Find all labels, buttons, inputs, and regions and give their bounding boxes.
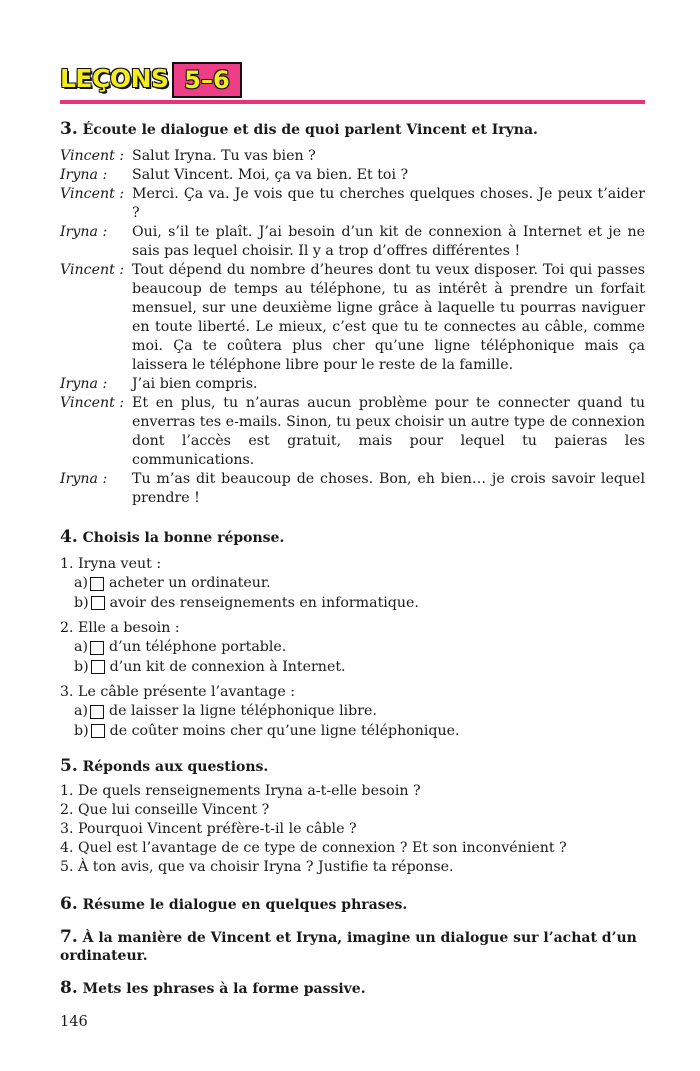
option-text: de coûter moins cher qu’une ligne téléphonique. [109, 722, 460, 739]
exercise-instruction: Réponds aux questions. [82, 759, 269, 775]
checkbox[interactable] [90, 577, 104, 591]
list-item: 3. Pourquoi Vincent préfère-t-il le câble ? [60, 821, 357, 837]
option-text: acheter un ordinateur. [109, 575, 271, 591]
speaker: Iryna : [60, 167, 108, 183]
exercise-number: 4. [60, 527, 78, 547]
answer-option[interactable] [60, 702, 645, 722]
list-item: 2. Que lui conseille Vincent ? [60, 802, 270, 818]
list-item: 4. Quel est l’avantage de ce type de connexion ? Et son inconvénient ? [60, 840, 567, 856]
exercise-instruction: À la manière de Vincent et Iryna, imagine un dialogue sur l’achat d’un ordinateur. [60, 930, 637, 964]
textbook-page [60, 62, 645, 1030]
exercise-3-title [60, 120, 645, 139]
lesson-range-badge: 5–6 [172, 62, 242, 98]
list-item: 1. De quels renseignements Iryna a-t-elle besoin ? [60, 783, 421, 799]
checkbox[interactable] [91, 724, 105, 738]
speaker: Iryna : [60, 376, 108, 392]
speaker: Vincent : [60, 148, 125, 164]
answer-option[interactable] [60, 638, 645, 658]
answer-option[interactable] [60, 594, 645, 614]
answer-option[interactable] [60, 658, 645, 678]
exercise-7 [60, 928, 645, 965]
option-text: de laisser la ligne téléphonique libre. [109, 703, 377, 719]
exercise-instruction: Choisis la bonne réponse. [82, 530, 285, 546]
checkbox[interactable] [90, 705, 104, 719]
exercise-7-title [60, 928, 645, 965]
dialogue-line: Et en plus, tu n’auras aucun problème pour te connecter quand tu enverras tes e-mails. Sinon, tu peux choisir un autre type de connexion dont l’accès est gratuit, mais pour lequel tu paieras les communications. [132, 395, 645, 468]
exercise-8-title [60, 979, 645, 998]
option-letter: a) [74, 703, 88, 719]
speaker: Vincent : [60, 186, 125, 202]
exercise-3 [60, 120, 645, 508]
answer-option[interactable] [60, 574, 645, 594]
question-stem: 1. Iryna veut : [60, 556, 162, 572]
exercise-number: 8. [60, 978, 78, 998]
option-text: d’un kit de connexion à Internet. [109, 658, 346, 675]
checkbox[interactable] [91, 660, 105, 674]
list-item: 5. À ton avis, que va choisir Iryna ? Justifie ta réponse. [60, 859, 454, 875]
exercise-number: 5. [60, 756, 78, 776]
exercise-instruction: Mets les phrases à la forme passive. [82, 981, 366, 997]
dialogue-line: Salut Vincent. Moi, ça va bien. Et toi ? [132, 167, 409, 183]
dialogue [60, 147, 645, 508]
exercise-instruction: Résume le dialogue en quelques phrases. [82, 897, 408, 913]
option-text: d’un téléphone portable. [109, 639, 287, 655]
quiz-question [60, 619, 645, 677]
dialogue-turn [60, 166, 645, 185]
exercise-6-title [60, 895, 645, 914]
speaker: Vincent : [60, 262, 125, 278]
exercise-instruction: Écoute le dialogue et dis de quoi parlent Vincent et Iryna. [82, 122, 538, 138]
question-list [60, 782, 645, 877]
dialogue-line: Tu m’as dit beaucoup de choses. Bon, eh bien… je crois savoir lequel prendre ! [132, 471, 645, 506]
dialogue-turn [60, 223, 645, 261]
header-divider [60, 100, 645, 104]
dialogue-turn [60, 147, 645, 166]
exercise-5 [60, 757, 645, 877]
lesson-header [60, 62, 645, 102]
checkbox[interactable] [90, 641, 104, 655]
exercise-4-title [60, 528, 645, 547]
page-number: 146 [60, 1014, 88, 1030]
exercise-5-title [60, 757, 645, 776]
question-stem: 3. Le câble présente l’avantage : [60, 684, 296, 700]
option-letter: a) [74, 639, 88, 655]
quiz-question [60, 683, 645, 741]
checkbox[interactable] [91, 596, 105, 610]
dialogue-line: Salut Iryna. Tu vas bien ? [132, 148, 316, 164]
option-letter: a) [74, 575, 88, 591]
dialogue-turn [60, 394, 645, 470]
exercise-8 [60, 979, 645, 998]
answer-option[interactable] [60, 722, 645, 742]
speaker: Iryna : [60, 224, 108, 240]
speaker: Iryna : [60, 471, 108, 487]
option-letter: b) [74, 722, 89, 739]
dialogue-line: Merci. Ça va. Je vois que tu cherches quelques choses. Je peux t’aider ? [132, 186, 645, 221]
dialogue-turn [60, 261, 645, 375]
speaker: Vincent : [60, 395, 125, 411]
dialogue-turn [60, 185, 645, 223]
option-letter: b) [74, 658, 89, 675]
quiz-question [60, 555, 645, 613]
exercise-number: 7. [60, 927, 78, 947]
option-text: avoir des renseignements en informatique. [109, 594, 419, 611]
dialogue-line: J’ai bien compris. [132, 376, 258, 392]
dialogue-line: Oui, s’il te plaît. J’ai besoin d’un kit de connexion à Internet et je ne sais pas lequel choisir. Il y a trop d’offres différentes ! [132, 224, 645, 259]
dialogue-turn [60, 375, 645, 394]
option-letter: b) [74, 594, 89, 611]
question-stem: 2. Elle a besoin : [60, 620, 180, 636]
exercise-6 [60, 895, 645, 914]
exercise-4 [60, 528, 645, 741]
lessons-title: LEÇONS [60, 64, 169, 93]
dialogue-line: Tout dépend du nombre d’heures dont tu veux disposer. Toi qui passes beaucoup de temps au téléphone, tu as intérêt à prendre un forfait mensuel, sur une deuxième ligne grâce à laquelle tu pourras naviguer en toute liberté. Le mieux, c’est que tu te connectes au câble, comme moi. Ça te coûtera plus cher qu’une ligne téléphonique mais ça laissera le téléphone libre pour le reste de la famille. [132, 262, 645, 373]
dialogue-turn [60, 470, 645, 508]
exercise-number: 3. [60, 119, 78, 139]
exercise-number: 6. [60, 894, 78, 914]
